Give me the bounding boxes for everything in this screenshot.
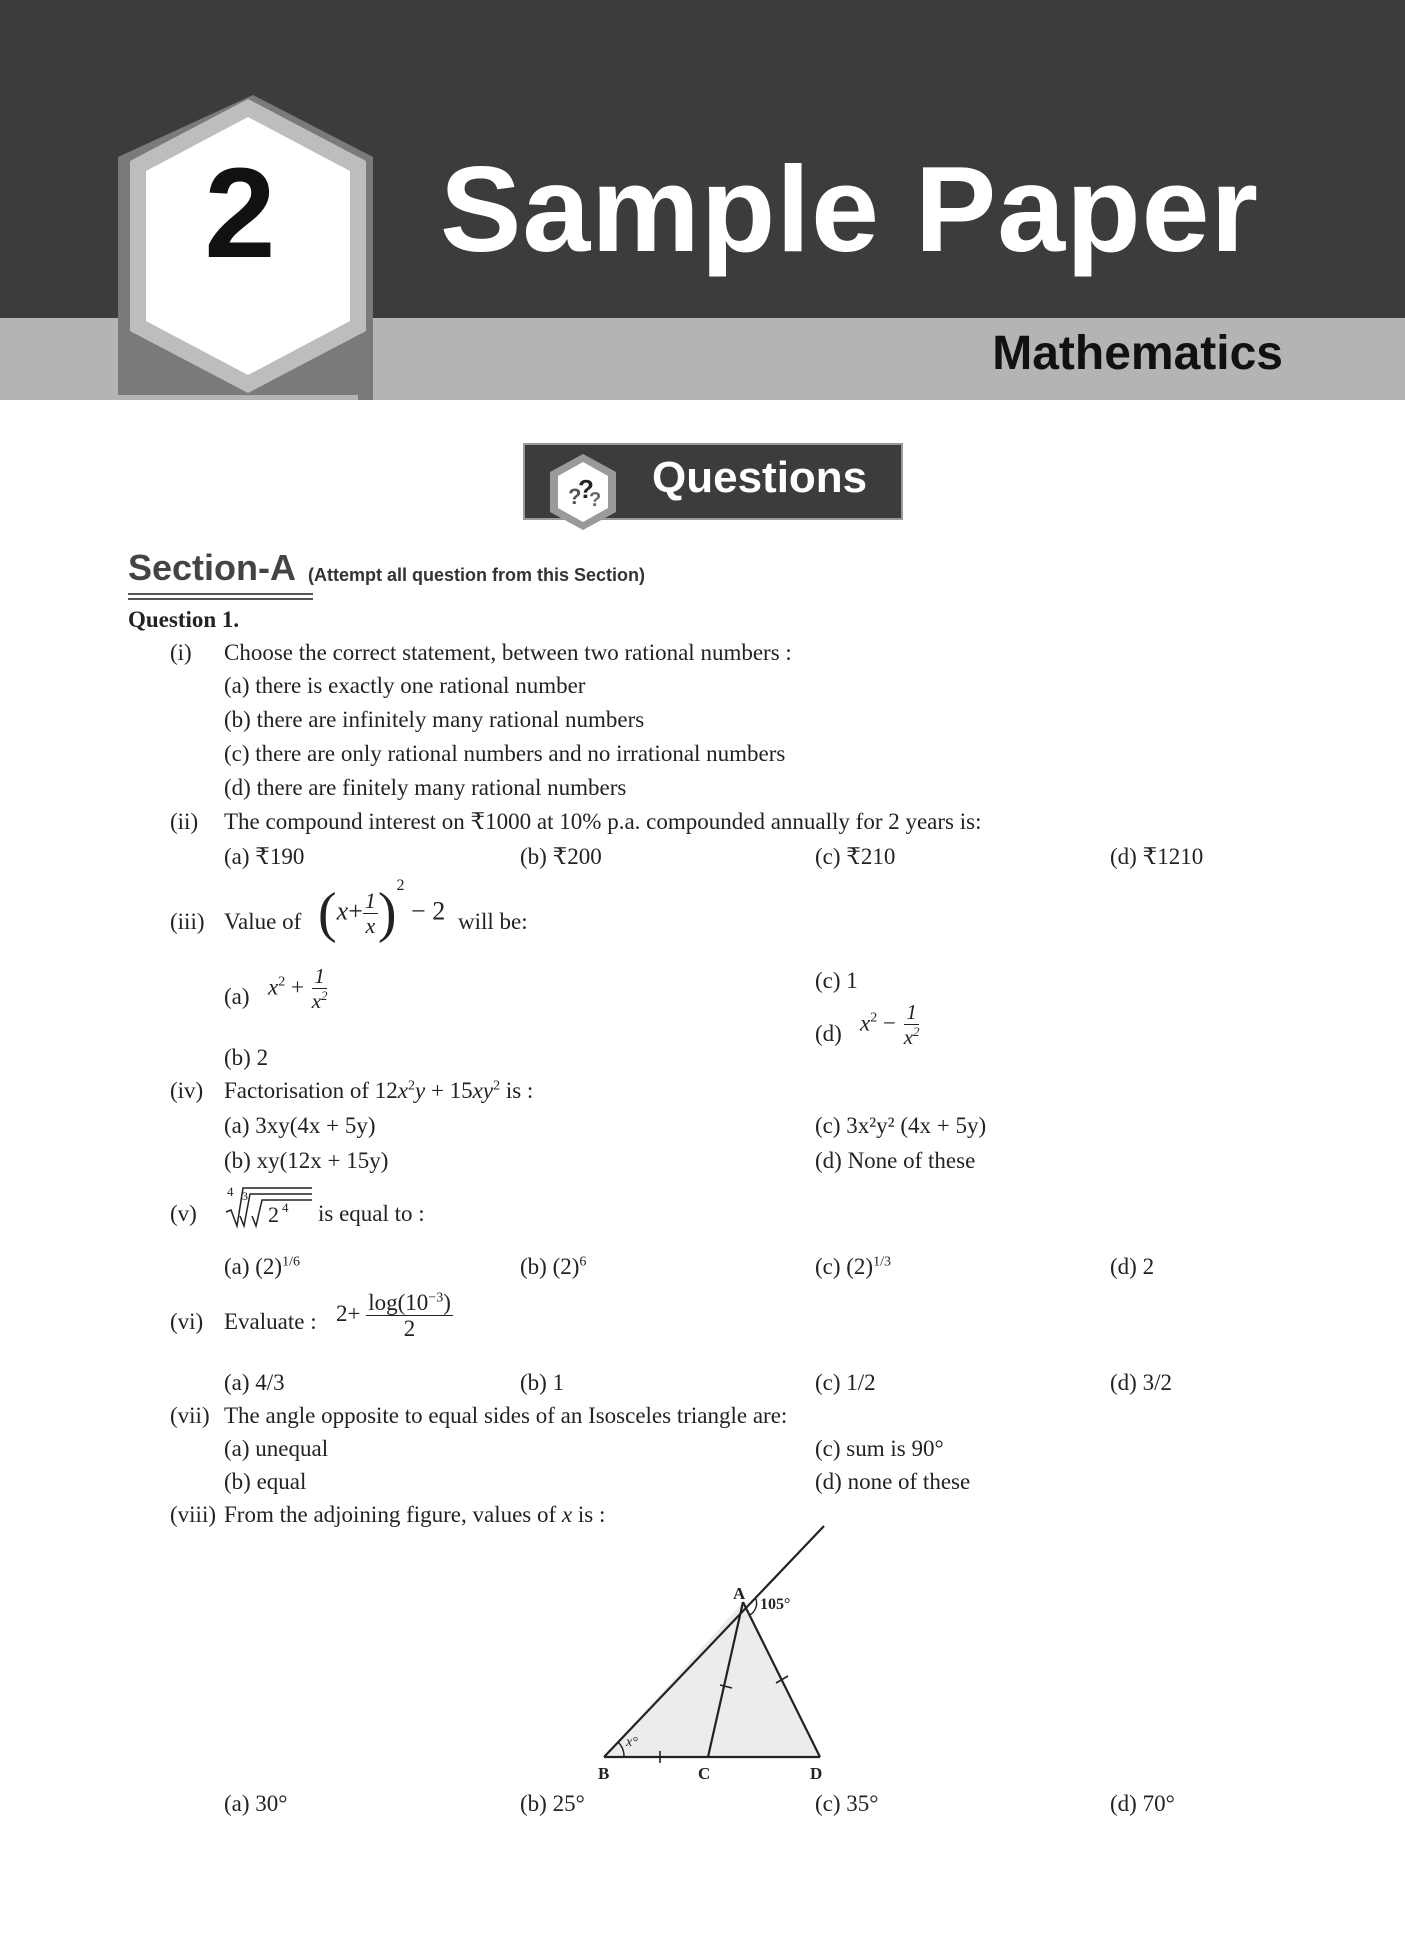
- angle-x: x°: [626, 1735, 638, 1750]
- q1-vi-option-c: (c) 1/2: [815, 1370, 876, 1395]
- q1-ii-stem: The compound interest on ₹1000 at 10% p.a. compounded annually for 2 years is:: [224, 809, 982, 834]
- q1-i-stem: Choose the correct statement, between two rational numbers :: [224, 640, 792, 665]
- svg-text:?: ?: [568, 484, 582, 509]
- q1-viii-option-c: (c) 35°: [815, 1791, 879, 1816]
- q1-ii-option-c: (c) ₹210: [815, 844, 896, 869]
- q1-v-stem: is equal to :: [318, 1201, 425, 1226]
- q1-vi-number: (vi): [170, 1309, 204, 1334]
- q1-v-option-b: (b) $(2)^6$: [520, 1254, 587, 1279]
- root-index-3: 3: [242, 1189, 248, 1203]
- section-note: (Attempt all question from this Section): [308, 565, 646, 585]
- q1-viii-number: (viii): [170, 1502, 216, 1527]
- q1-vi-option-b: (b) 1: [520, 1370, 565, 1395]
- q1-iii-expression: (x+ $\frac{1}{x}$ )$^2$ − 2: [318, 876, 446, 944]
- q1-iv-option-c: (c) 3x²y² (4x + 5y): [815, 1113, 987, 1138]
- label-D: D: [810, 1764, 823, 1780]
- q1-iii-option-b: (b) 2: [224, 1045, 269, 1070]
- q1-vii-option-d: (d) none of these: [815, 1469, 971, 1494]
- q1-vi-expression: 2+ $\frac{\log(10^{-3})}{2}$: [336, 1290, 451, 1342]
- section-underline: [128, 593, 313, 600]
- q1-iii-will-be: will be:: [458, 909, 528, 934]
- paper-number: 2: [204, 142, 276, 285]
- angle-105: 105°: [760, 1596, 791, 1613]
- q1-viii-option-b: (b) 25°: [520, 1791, 585, 1816]
- root-index-4: 4: [227, 1184, 234, 1199]
- q1-iii-option-c: (c) 1: [815, 968, 858, 993]
- q1-vi-option-d: (d) 3/2: [1110, 1370, 1172, 1395]
- label-A: A: [733, 1584, 746, 1603]
- question-label: Question 1.: [128, 607, 240, 632]
- q1-i-option-a: (a) there is exactly one rational number: [224, 673, 586, 698]
- q1-vii-option-b: (b) equal: [224, 1469, 307, 1494]
- section-title: Section-A: [128, 547, 297, 588]
- q1-vii-stem: The angle opposite to equal sides of an Isosceles triangle are:: [224, 1403, 788, 1428]
- q1-vii-number: (vii): [170, 1403, 210, 1428]
- radicand-exp: 4: [282, 1200, 289, 1215]
- q1-ii-option-a: (a) ₹190: [224, 844, 305, 869]
- q1-iv-stem: Factorisation of $12x^2y + 15xy^2$ is :: [224, 1078, 534, 1103]
- q1-v-option-a: (a) $(2)^{1/6}$: [224, 1254, 300, 1279]
- q1-i-option-c: (c) there are only rational numbers and no irrational numbers: [224, 741, 786, 766]
- q1-i-option-b: (b) there are infinitely many rational numbers: [224, 707, 645, 732]
- q1-iii-number: (iii): [170, 909, 205, 934]
- q1-iii-option-a-label: (a): [224, 984, 250, 1009]
- q1-ii-number: (ii): [170, 809, 199, 834]
- q1-iv-number: (iv): [170, 1078, 204, 1103]
- q1-v-number: (v): [170, 1201, 197, 1226]
- q1-ii-option-d: (d) ₹1210: [1110, 844, 1204, 869]
- q1-iv-option-b: (b) xy(12x + 15y): [224, 1148, 389, 1173]
- label-B: B: [598, 1764, 610, 1780]
- q1-ii-option-b: (b) ₹200: [520, 844, 602, 869]
- svg-text:?: ?: [589, 489, 602, 511]
- triangle-figure: [590, 1525, 850, 1780]
- q1-vii-option-c: (c) sum is 90°: [815, 1436, 944, 1461]
- q1-iv-option-a: (a) 3xy(4x + 5y): [224, 1113, 376, 1138]
- q1-viii-stem: From the adjoining figure, values of x is :: [224, 1502, 606, 1527]
- q1-v-nested-radical: [224, 1182, 314, 1230]
- q1-vi-option-a: (a) 4/3: [224, 1370, 285, 1395]
- q1-v-option-d: (d) 2: [1110, 1254, 1155, 1279]
- questions-banner-label: Questions: [652, 453, 868, 502]
- q1-viii-option-d: (d) 70°: [1110, 1791, 1175, 1816]
- question-marks-icon: [548, 452, 618, 532]
- q1-iii-option-d-expr: $x^2$ − $\frac{1}{x^2}$: [860, 1000, 920, 1050]
- q1-vi-stem: Evaluate :: [224, 1309, 317, 1334]
- q1-iv-option-d: (d) None of these: [815, 1148, 976, 1173]
- subject-label: Mathematics: [992, 327, 1283, 380]
- q1-i-number: (i): [170, 640, 192, 665]
- q1-v-option-c: (c) $(2)^{1/3}$: [815, 1254, 891, 1279]
- q1-i-option-d: (d) there are finitely many rational numbers: [224, 775, 627, 800]
- svg-text:?: ?: [578, 474, 594, 504]
- q1-iii-option-a-expr: $x^2$ + $\frac{1}{x^2}$: [268, 964, 328, 1014]
- page-title: Sample Paper: [440, 141, 1259, 277]
- q1-iii-value-of: Value of: [224, 909, 302, 934]
- radicand-base: 2: [268, 1202, 279, 1227]
- q1-iii-option-d-label: (d): [815, 1021, 842, 1046]
- q1-viii-option-a: (a) 30°: [224, 1791, 288, 1816]
- label-C: C: [698, 1764, 711, 1780]
- q1-vii-option-a: (a) unequal: [224, 1436, 329, 1461]
